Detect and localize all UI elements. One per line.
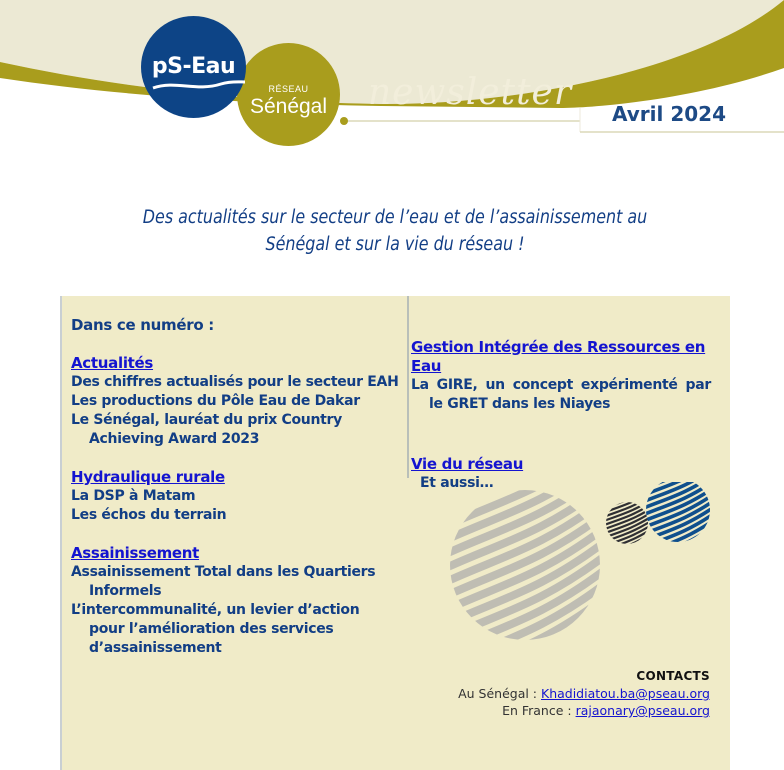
- sphere-stripe: [601, 541, 653, 564]
- sphere-stripe: [601, 490, 653, 513]
- section-link-actualites[interactable]: Actualités: [71, 354, 154, 372]
- sphere-stripe: [601, 486, 653, 509]
- list-item: Le Sénégal, lauréat du prix Country Achieving Award 2023: [71, 412, 342, 447]
- contact-france-label: En France :: [502, 703, 576, 718]
- list-item: Les productions du Pôle Eau de Dakar: [71, 393, 360, 409]
- sphere-stripe: [641, 552, 715, 587]
- section-link-hydraulique-rurale[interactable]: Hydraulique rurale: [71, 468, 225, 486]
- header-rule-dot: [340, 117, 348, 125]
- list-item: Les échos du terrain: [71, 507, 227, 523]
- section-link-vie-du-reseau[interactable]: Vie du réseau: [411, 455, 524, 473]
- contacts-title: CONTACTS: [636, 669, 710, 683]
- summary-box: [60, 296, 730, 770]
- sphere-stripe: [601, 495, 653, 518]
- summary-title: Dans ce numéro :: [71, 316, 214, 334]
- sphere-stripe: [601, 537, 653, 560]
- sphere-stripe: [641, 532, 715, 567]
- section-link-gire[interactable]: Gestion Intégrée des Ressources en Eau: [411, 338, 706, 375]
- grey-sphere-icon: [450, 482, 605, 642]
- sphere-stripe: [601, 499, 653, 522]
- section-assainissement: [71, 544, 401, 658]
- contact-senegal-label: Au Sénégal :: [458, 686, 541, 701]
- sphere-stripe: [450, 482, 605, 484]
- section-link-assainissement[interactable]: Assainissement: [71, 544, 200, 562]
- sphere-stripe: [601, 482, 653, 493]
- blue-sphere-icon: [641, 482, 715, 587]
- sphere-stripe: [601, 482, 653, 505]
- email-link-senegal[interactable]: Khadidiatou.ba@pseau.org: [541, 686, 710, 701]
- list-item: La GIRE, un concept expérimenté par le GRET dans les Niayes: [411, 377, 711, 412]
- dark-sphere-icon: [601, 482, 653, 572]
- newsletter-header: [0, 0, 784, 160]
- list-item: Et aussi…: [420, 475, 494, 491]
- column-divider: [407, 296, 409, 478]
- sphere-stripe: [450, 640, 605, 642]
- list-item: Des chiffres actualisés pour le secteur EAH: [71, 374, 399, 390]
- wave-icon: [141, 16, 246, 118]
- sphere-stripe: [601, 545, 653, 568]
- issue-date: Avril 2024: [612, 102, 727, 126]
- section-gire: [411, 338, 711, 414]
- water-spheres-illustration: [450, 482, 715, 642]
- email-link-france[interactable]: rajaonary@pseau.org: [575, 703, 710, 718]
- list-item: L’intercommunalité, un levier d’action pour l’amélioration des services d’assainissement: [71, 602, 360, 656]
- logo-reseau-label: RÉSEAU: [268, 84, 309, 94]
- section-hydraulique-rurale: [71, 468, 401, 525]
- logo-senegal-label: Sénégal: [249, 95, 328, 118]
- sphere-stripe: [641, 526, 715, 561]
- logo-pseau-label: pS-Eau: [151, 54, 236, 79]
- reseau-senegal-logo: [237, 43, 340, 146]
- newsletter-wordmark: newsletter: [368, 72, 573, 113]
- summary-left-column: [71, 316, 401, 677]
- section-actualites: [71, 354, 401, 449]
- sphere-stripe: [601, 482, 653, 497]
- sphere-stripe: [601, 532, 653, 555]
- contact-france: [458, 702, 710, 719]
- sphere-stripe: [601, 482, 653, 501]
- newsletter-tagline: Des actualités sur le secteur de l’eau et de l’assainissement au Sénégal et sur la vie du réseau !: [142, 207, 648, 255]
- sphere-stripe: [641, 545, 715, 580]
- contacts-block: [458, 668, 710, 719]
- list-item: La DSP à Matam: [71, 488, 196, 504]
- list-item: Assainissement Total dans les Quartiers Informels: [71, 564, 376, 599]
- sphere-stripe: [641, 539, 715, 574]
- sphere-stripe: [601, 549, 653, 572]
- contact-senegal: [458, 685, 710, 702]
- pseau-logo: [141, 16, 246, 118]
